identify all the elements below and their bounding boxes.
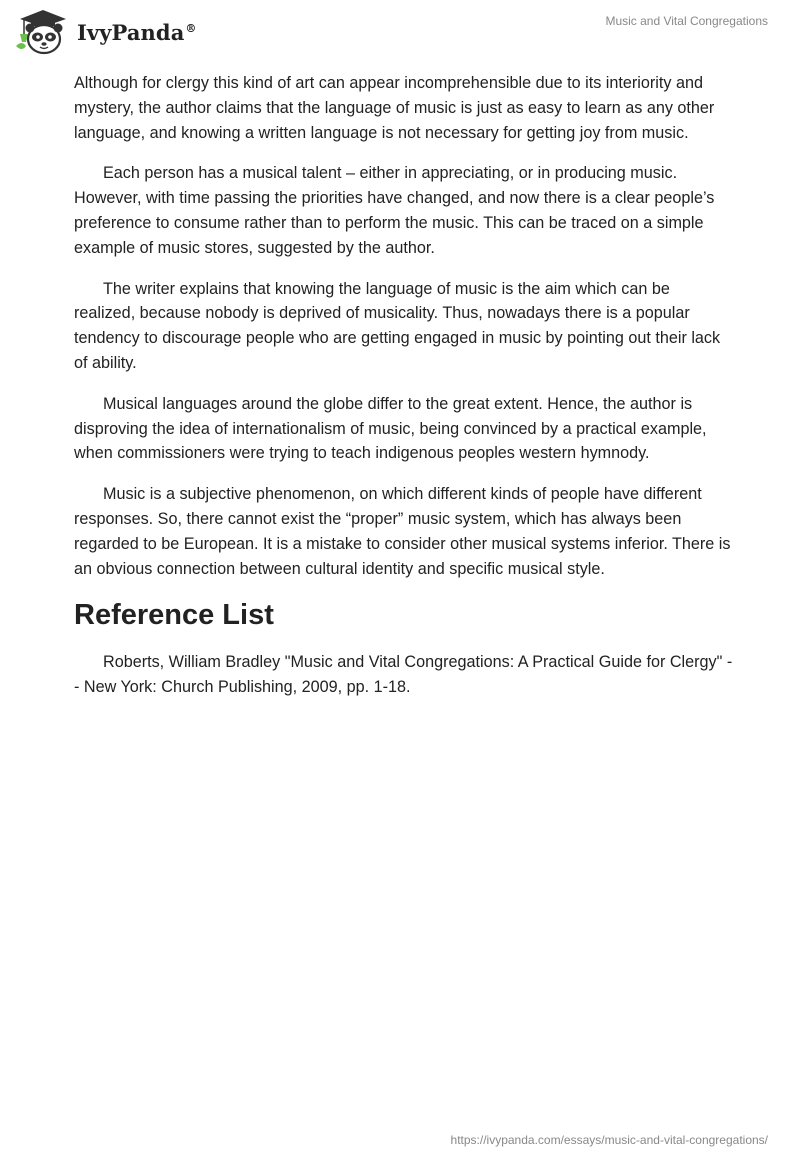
logo-wordmark bbox=[77, 20, 197, 45]
body-paragraph: Although for clergy this kind of art can appear incomprehensible due to its interiority and mystery, the author claims that the language of music is just as easy to learn as any other language, and knowing a written language is not necessary for getting joy from music. bbox=[74, 74, 715, 142]
body-paragraph: Each person has a musical talent – either in appreciating, or in producing music. However, with time passing the priorities have changed, and now there is a clear people’s preference to consume rather than to perform the music. This can be traced on a simple example of music stores, suggested by the author. bbox=[74, 164, 715, 257]
body-paragraph: The writer explains that knowing the language of music is the aim which can be realized, because nobody is deprived of musicality. Thus, nowadays there is a popular tendency to discourage people who are getting engaged in music by pointing out their lack of ability. bbox=[74, 279, 721, 372]
document-title: Music and Vital Congregations bbox=[605, 14, 768, 28]
logo-name: IvyPanda bbox=[77, 19, 185, 45]
body-paragraph: Musical languages around the globe differ to the great extent. Hence, the author is disproving the idea of internationalism of music, being convinced by a practical example, when commissioners were trying to teach indigenous peoples western hymnody. bbox=[74, 394, 707, 463]
reference-entry: Roberts, William Bradley "Music and Vital Congregations: A Practical Guide for Clergy" -- New York: Church Publishing, 2009, pp. 1-18. bbox=[74, 653, 733, 697]
page-header bbox=[0, 0, 800, 60]
ivypanda-logo[interactable] bbox=[14, 8, 197, 56]
reference-list-heading: Reference List bbox=[74, 599, 274, 632]
source-url[interactable]: https://ivypanda.com/essays/music-and-vital-congregations/ bbox=[450, 1133, 768, 1147]
essay-content bbox=[74, 71, 734, 716]
registered-mark: ® bbox=[185, 21, 197, 35]
body-paragraph: Music is a subjective phenomenon, on which different kinds of people have different responses. So, there cannot exist the “proper” music system, which has always been regarded to be European. It is a mistake to consider other musical systems inferior. There is an obvious connection between cultural identity and specific musical style. bbox=[74, 485, 731, 578]
panda-graduate-icon bbox=[14, 8, 72, 56]
